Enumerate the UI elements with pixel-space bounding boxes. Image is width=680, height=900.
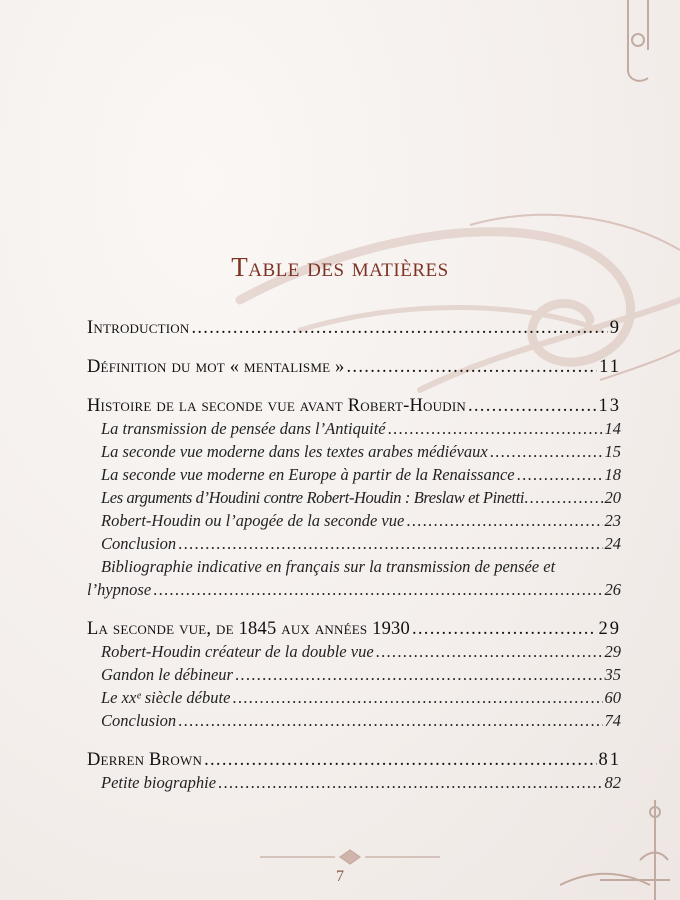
leader-dots	[388, 419, 603, 439]
toc-chapter-seconde-vue[interactable]	[87, 619, 621, 642]
toc-section-label-line1[interactable]: Bibliographie indicative en français sur la transmission de pensée et	[101, 557, 556, 576]
leader-dots	[376, 642, 603, 662]
toc-section-label: La seconde vue moderne dans les textes arabes médiévaux	[101, 442, 488, 461]
toc-section[interactable]	[87, 511, 621, 534]
leader-dots	[517, 465, 603, 485]
leader-dots	[218, 773, 602, 793]
toc-page-number: 74	[604, 711, 621, 730]
toc-chapter-histoire[interactable]	[87, 396, 621, 419]
toc-page-number: 13	[598, 396, 621, 416]
toc-chapter-label: Introduction	[87, 318, 190, 338]
toc-section-label: Conclusion	[101, 711, 177, 730]
toc-chapter-label: Histoire de la seconde vue avant Robert-Houdin	[87, 396, 466, 416]
toc-section[interactable]	[87, 642, 621, 665]
toc-section-label-line2: l’hypnose	[87, 580, 152, 599]
toc-section-label: Le xxᵉ siècle débute	[101, 688, 231, 707]
toc-page-number: 14	[604, 419, 621, 438]
leader-dots	[412, 619, 597, 640]
toc-section[interactable]	[87, 580, 621, 603]
toc-section-label: La seconde vue moderne en Europe à partir de la Renaissance	[101, 465, 515, 484]
toc-page-number: 9	[609, 318, 621, 338]
table-of-contents	[87, 318, 621, 796]
leader-dots	[524, 488, 604, 508]
toc-chapter-derren-brown[interactable]	[87, 750, 621, 773]
toc-section-label: La transmission de pensée dans l’Antiquité	[101, 419, 386, 438]
toc-section[interactable]	[87, 773, 621, 796]
toc-chapter-label: Derren Brown	[87, 750, 203, 770]
leader-dots	[178, 711, 602, 731]
toc-section-label: Petite biographie	[101, 773, 217, 792]
toc-section[interactable]	[87, 442, 621, 465]
toc-page-number: 82	[604, 773, 621, 792]
toc-chapter-introduction[interactable]	[87, 318, 621, 341]
toc-page-number: 18	[604, 465, 621, 484]
toc-section-label: Robert-Houdin créateur de la double vue	[101, 642, 374, 661]
toc-page-number: 26	[604, 580, 621, 599]
leader-dots	[204, 750, 596, 771]
leader-dots	[232, 688, 602, 708]
page-title: Table des matières	[231, 252, 449, 282]
toc-section-label: Conclusion	[101, 534, 177, 553]
toc-section[interactable]	[87, 665, 621, 688]
toc-section[interactable]	[87, 419, 621, 442]
leader-dots	[468, 396, 597, 417]
toc-page-number: 24	[604, 534, 621, 553]
toc-section[interactable]	[87, 465, 621, 488]
leader-dots	[406, 511, 602, 531]
leader-dots	[191, 318, 607, 339]
toc-section-label: Gandon le débineur	[101, 665, 233, 684]
toc-page-number: 29	[598, 619, 621, 639]
leader-dots	[347, 357, 598, 378]
leader-dots	[178, 534, 602, 554]
toc-chapter-label: La seconde vue, de 1845 aux années 1930	[87, 619, 410, 639]
toc-page-number: 35	[604, 665, 621, 684]
toc-section-label: Les arguments d’Houdini contre Robert-Houdin : Breslaw et Pinetti	[101, 488, 525, 507]
toc-page-number: 23	[604, 511, 621, 530]
toc-page-number: 29	[604, 642, 621, 661]
leader-dots	[490, 442, 603, 462]
toc-section[interactable]	[87, 711, 621, 734]
toc-section[interactable]	[87, 488, 621, 511]
leader-dots	[153, 580, 602, 600]
toc-section[interactable]	[87, 534, 621, 557]
page-number: 7	[336, 868, 344, 885]
toc-section[interactable]	[87, 688, 621, 711]
toc-page-number: 60	[604, 688, 621, 707]
toc-section-label: Robert-Houdin ou l’apogée de la seconde vue	[101, 511, 405, 530]
toc-chapter-label: Définition du mot « mentalisme »	[87, 357, 345, 377]
leader-dots	[235, 665, 603, 685]
toc-page-number: 81	[598, 750, 621, 770]
toc-chapter-definition[interactable]	[87, 357, 621, 380]
toc-page-number: 20	[604, 488, 621, 507]
toc-page-number: 11	[599, 357, 621, 377]
toc-page-number: 15	[604, 442, 621, 461]
